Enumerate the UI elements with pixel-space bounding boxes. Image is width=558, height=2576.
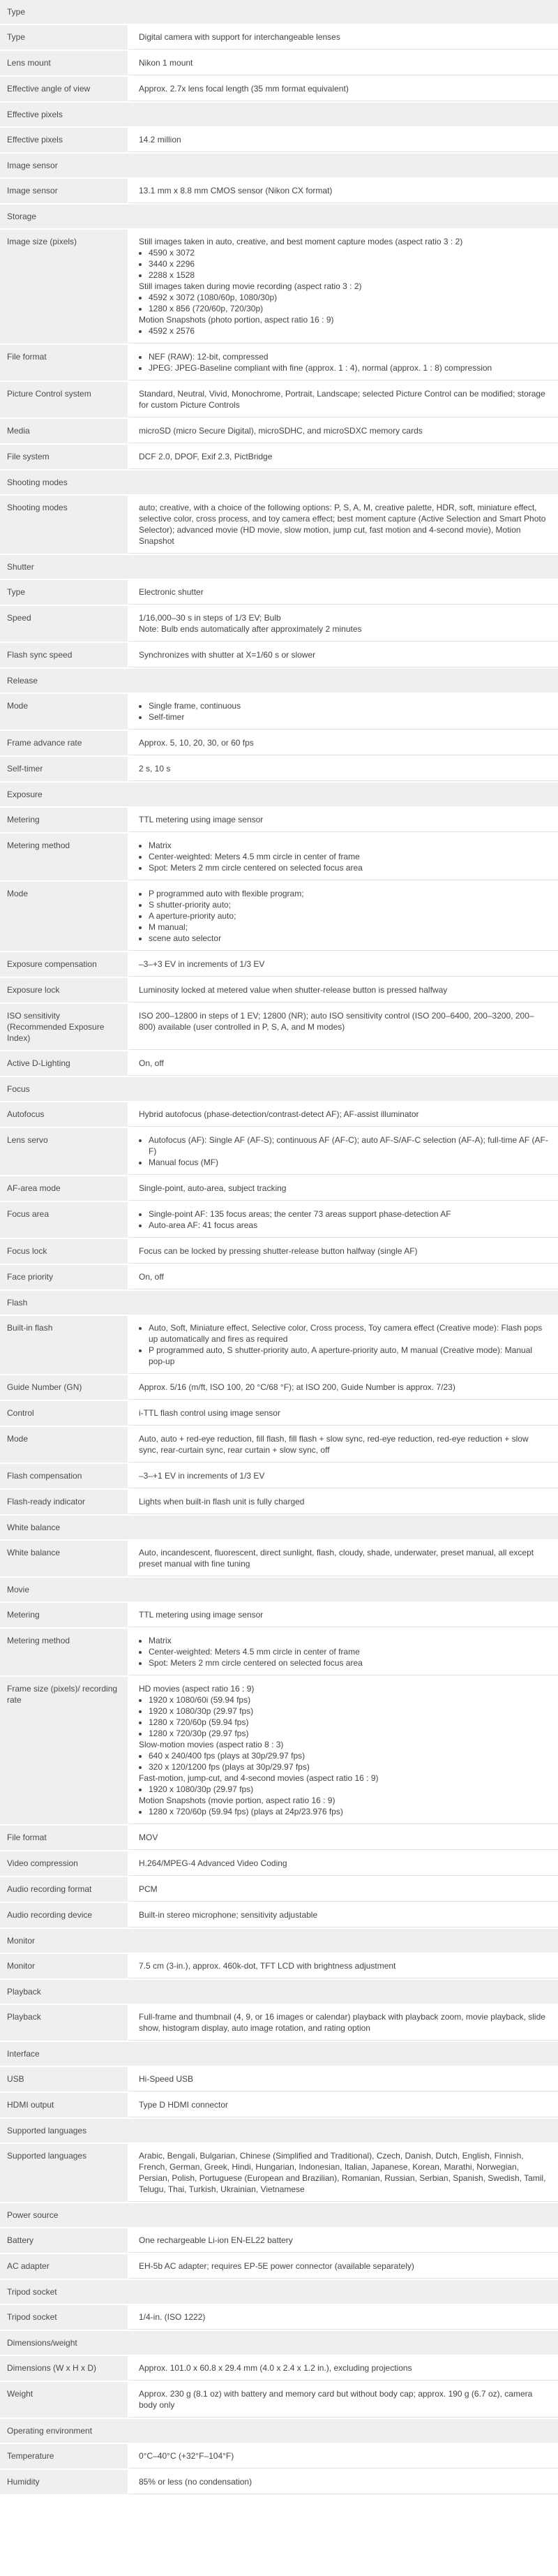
spec-row [0,952,558,978]
spec-row [0,128,558,154]
spec-row [0,834,558,882]
spec-list [139,840,550,873]
spec-row [0,77,558,103]
spec-text: Motion Snapshots (photo portion, aspect ratio 16 : 9) [139,315,334,325]
spec-list-item: • 4590 x 3072 [149,247,550,258]
spec-text: Auto, incandescent, fluorescent, direct sunlight, flash, cloudy, shade, underwater, preset manual, all except preset manual with fine tuning [139,1548,534,1569]
spec-list [139,1784,550,1795]
spec-label: Face priority [0,1265,128,1289]
spec-text: MOV [139,1833,158,1842]
spec-row [0,1239,558,1265]
spec-row [0,2228,558,2254]
spec-list-item: • Self-timer [149,711,550,723]
spec-list-item: • Spot: Meters 2 mm circle centered on selected focus area [149,1657,550,1668]
spec-value [129,2067,558,2092]
spec-label: Guide Number (GN) [0,1375,128,1400]
spec-text: Note: Bulb ends automatically after approximately 2 minutes [139,624,362,634]
spec-value [129,882,558,951]
section-header: Focus [0,1077,558,1102]
spec-list-item: • 320 x 120/1200 fps (plays at 30p/29.97 fps) [149,1761,550,1772]
spec-row [0,731,558,757]
spec-list-item: • scene auto selector [149,933,550,944]
spec-value [129,1851,558,1876]
spec-list-item: • Matrix [149,1635,550,1646]
spec-label: Speed [0,606,128,642]
spec-list-item: • P programmed auto with flexible program; [149,888,550,899]
spec-value [129,2444,558,2468]
spec-value [129,808,558,832]
spec-row [0,1316,558,1375]
spec-value [129,643,558,667]
spec-label: Weight [0,2382,128,2418]
spec-label: Battery [0,2228,128,2253]
spec-label: Monitor [0,1954,128,1978]
spec-row [0,1677,558,1826]
spec-label: Control [0,1401,128,1426]
spec-value [129,952,558,977]
spec-row [0,445,558,471]
spec-text: H.264/MPEG-4 Advanced Video Coding [139,1858,287,1868]
spec-list [139,351,550,373]
spec-row [0,345,558,382]
spec-value [129,179,558,203]
spec-value [129,1629,558,1675]
spec-row [0,606,558,643]
spec-row [0,2356,558,2382]
spec-label: HDMI output [0,2093,128,2117]
spec-label: Audio recording device [0,1903,128,1927]
spec-list-item: • Spot: Meters 2 mm circle centered on selected focus area [149,862,550,873]
spec-value [129,2356,558,2381]
spec-text: Lights when built-in flash unit is fully charged [139,1497,305,1507]
spec-row [0,51,558,77]
spec-text: Synchronizes with shutter at X=1/60 s or slower [139,650,316,660]
spec-row [0,1401,558,1427]
spec-list [139,1750,550,1772]
spec-value [129,2470,558,2494]
spec-value [129,1004,558,1050]
spec-text: Luminosity locked at metered value when shutter-release button is pressed halfway [139,985,448,995]
spec-text: Still images taken in auto, creative, and best moment capture modes (aspect ratio 3 : 2) [139,237,463,246]
spec-row [0,1541,558,1578]
spec-text: Still images taken during movie recording (aspect ratio 3 : 2) [139,281,362,291]
spec-row [0,382,558,419]
spec-label: Video compression [0,1851,128,1876]
section-header: White balance [0,1516,558,1541]
spec-value [129,1202,558,1238]
spec-label: Dimensions (W x H x D) [0,2356,128,2381]
spec-list [139,1208,550,1231]
spec-list [139,1134,550,1168]
spec-label: Supported languages [0,2144,128,2202]
spec-row [0,2470,558,2496]
spec-row [0,2144,558,2203]
spec-list-item: • Center-weighted: Meters 4.5 mm circle in center of frame [149,851,550,862]
spec-row [0,1375,558,1401]
spec-text: 13.1 mm x 8.8 mm CMOS sensor (Nikon CX format) [139,186,333,195]
spec-text: HD movies (aspect ratio 16 : 9) [139,1684,255,1694]
spec-list-item: • 2288 x 1528 [149,269,550,281]
spec-text: Approx. 101.0 x 60.8 x 29.4 mm (4.0 x 2.4 x 1.2 in.), excluding projections [139,2363,412,2373]
spec-text: Focus can be locked by pressing shutter-release button halfway (single AF) [139,1246,418,1256]
spec-value [129,2005,558,2041]
spec-list-item: • Auto, Soft, Miniature effect, Selective color, Cross process, Toy camera effect (Creative mode): Flash pops up automatically and fires as required [149,1322,550,1345]
spec-text: 1/16,000–30 s in steps of 1/3 EV; Bulb [139,613,281,623]
spec-row [0,1826,558,1851]
spec-label: Metering method [0,834,128,880]
spec-text: 14.2 million [139,135,181,145]
spec-row [0,1427,558,1464]
spec-text: Arabic, Bengali, Bulgarian, Chinese (Simplified and Traditional), Czech, Danish, Dutch, English, Finnish, French, German, Greek, Hindi, Hungarian, Indonesian, Italian, Japanese, Korean, Marathi, Norwegian, Persian, Polish, Portuguese (European and Brazilian), Romanian, Russian, Serbian, Spanish, Swedish, Tamil, Telugu, Thai, Turkish, Ukrainian, Vietnamese [139,2151,546,2194]
spec-label: White balance [0,1541,128,1576]
spec-label: Type [0,25,128,50]
spec-text: Nikon 1 mount [139,58,193,68]
spec-label: Autofocus [0,1102,128,1127]
section-header: Shutter [0,555,558,580]
spec-label: ISO sensitivity (Recommended Exposure Index) [0,1004,128,1050]
section-header: Operating environment [0,2419,558,2444]
spec-row [0,1102,558,1128]
spec-text: 7.5 cm (3-in.), approx. 460k-dot, TFT LCD with brightness adjustment [139,1961,396,1971]
spec-value [129,1375,558,1400]
spec-value [129,1677,558,1824]
spec-row [0,2093,558,2119]
spec-list-item: • Autofocus (AF): Single AF (AF-S); continuous AF (AF-C); auto AF-S/AF-C selection (AF-A); full-time AF (AF-F) [149,1134,550,1157]
spec-row [0,1464,558,1490]
spec-list-item: • 1920 x 1080/60i (59.94 fps) [149,1694,550,1705]
section-header: Supported languages [0,2119,558,2144]
spec-row [0,2005,558,2042]
section-header: Effective pixels [0,103,558,128]
section-header: Playback [0,1980,558,2005]
spec-list-item: • 1280 x 720/30p (29.97 fps) [149,1728,550,1739]
spec-list-item: • Auto-area AF: 41 focus areas [149,1220,550,1231]
spec-list [139,1806,550,1817]
spec-label: AC adapter [0,2254,128,2279]
spec-label: Active D-Lighting [0,1051,128,1076]
spec-text: 2 s, 10 s [139,764,171,773]
spec-label: Playback [0,2005,128,2041]
spec-label: Mode [0,1427,128,1463]
spec-row [0,1629,558,1677]
spec-label: Effective angle of view [0,77,128,101]
section-header: Exposure [0,783,558,808]
spec-row [0,230,558,345]
spec-value [129,1490,558,1514]
spec-row [0,2382,558,2419]
spec-value [129,1051,558,1076]
spec-value [129,1239,558,1264]
spec-text: Electronic shutter [139,587,204,597]
spec-row [0,1128,558,1176]
spec-label: Focus lock [0,1239,128,1264]
spec-row [0,1603,558,1629]
spec-text: Standard, Neutral, Vivid, Monochrome, Portrait, Landscape; selected Picture Control can be modified; storage for custom Picture Controls [139,389,545,410]
section-header: Storage [0,205,558,230]
spec-text: Fast-motion, jump-cut, and 4-second movies (aspect ratio 16 : 9) [139,1773,379,1783]
section-header: Type [0,0,558,25]
spec-value [129,1176,558,1201]
spec-value [129,77,558,101]
spec-value [129,51,558,75]
spec-text: DCF 2.0, DPOF, Exif 2.3, PictBridge [139,452,273,461]
spec-value [129,230,558,343]
spec-text: Approx. 230 g (8.1 oz) with battery and memory card but without body cap; approx. 190 g (6.7 oz), camera body only [139,2389,533,2410]
spec-row [0,1176,558,1202]
spec-list-item: • A aperture-priority auto; [149,910,550,921]
section-header: Shooting modes [0,471,558,496]
spec-list-item: • S shutter-priority auto; [149,899,550,910]
spec-value [129,694,558,730]
spec-label: Image size (pixels) [0,230,128,343]
spec-list [139,292,550,314]
spec-row [0,1851,558,1877]
spec-text: Digital camera with support for interchangeable lenses [139,32,340,42]
spec-text: One rechargeable Li-ion EN-EL22 battery [139,2235,293,2245]
spec-list-item: • 1920 x 1080/30p (29.97 fps) [149,1705,550,1717]
spec-label: Exposure lock [0,978,128,1002]
spec-label: Self-timer [0,757,128,781]
spec-label: Media [0,419,128,443]
section-header: Tripod socket [0,2280,558,2305]
spec-row [0,1954,558,1980]
spec-text: On, off [139,1058,164,1068]
spec-row [0,1877,558,1903]
spec-label: Flash sync speed [0,643,128,667]
spec-text: 1/4-in. (ISO 1222) [139,2312,206,2322]
spec-value [129,1826,558,1850]
spec-label: Frame size (pixels)/ recording rate [0,1677,128,1824]
spec-value [129,1427,558,1463]
section-header: Interface [0,2042,558,2067]
spec-list-item: • P programmed auto, S shutter-priority auto, A aperture-priority auto, M manual (Creative mode): Manual pop-up [149,1345,550,1367]
spec-text: Approx. 5/16 (m/ft, ISO 100, 20 °C/68 °F); at ISO 200, Guide Number is approx. 7/23) [139,1382,455,1392]
spec-text: Type D HDMI connector [139,2100,229,2110]
spec-label: Mode [0,882,128,951]
spec-text: –3–+1 EV in increments of 1/3 EV [139,1471,265,1481]
spec-label: Metering [0,1603,128,1627]
spec-value [129,128,558,152]
spec-label: Focus area [0,1202,128,1238]
spec-text: TTL metering using image sensor [139,815,264,824]
spec-label: AF-area mode [0,1176,128,1201]
section-header: Flash [0,1291,558,1316]
spec-value [129,345,558,380]
spec-list-item: • 1920 x 1080/30p (29.97 fps) [149,1784,550,1795]
spec-text: Motion Snapshots (movie portion, aspect ratio 16 : 9) [139,1796,335,1805]
spec-label: Effective pixels [0,128,128,152]
spec-row [0,808,558,834]
spec-list [139,700,550,723]
spec-text: Approx. 5, 10, 20, 30, or 60 fps [139,738,254,748]
spec-list [139,888,550,944]
spec-row [0,978,558,1004]
spec-list-item: • 3440 x 2296 [149,258,550,269]
spec-label: Flash-ready indicator [0,1490,128,1514]
spec-label: Flash compensation [0,1464,128,1488]
spec-text: TTL metering using image sensor [139,1610,264,1620]
section-header: Monitor [0,1929,558,1954]
spec-value [129,1603,558,1627]
spec-text: Built-in stereo microphone; sensitivity adjustable [139,1910,318,1920]
spec-value [129,445,558,469]
spec-value [129,1541,558,1576]
spec-value [129,834,558,880]
spec-value [129,2254,558,2279]
spec-row [0,1265,558,1291]
spec-text: microSD (micro Secure Digital), microSDHC, and microSDXC memory cards [139,426,423,436]
spec-row [0,2067,558,2093]
spec-list-item: • Center-weighted: Meters 4.5 mm circle in center of frame [149,1646,550,1657]
spec-label: Lens servo [0,1128,128,1175]
spec-label: Tripod socket [0,2305,128,2330]
spec-label: Image sensor [0,179,128,203]
spec-row [0,882,558,952]
spec-value [129,419,558,443]
spec-value [129,2093,558,2117]
spec-label: Metering method [0,1629,128,1675]
spec-row [0,1202,558,1239]
spec-value [129,580,558,605]
spec-label: Metering [0,808,128,832]
spec-row [0,419,558,445]
spec-text: 85% or less (no condensation) [139,2477,252,2487]
spec-text: auto; creative, with a choice of the following options: P, S, A, M, creative palette, HDR, soft, miniature effect, selective color, cross process, and toy camera effect; best moment capture (Active Selection and Smart Photo Selector); advanced movie (HD movie, slow motion, jump cut, fast motion and 4-second movie), Motion Snapshot [139,503,546,546]
section-header: Dimensions/weight [0,2331,558,2356]
spec-label: Frame advance rate [0,731,128,755]
spec-label: Exposure compensation [0,952,128,977]
spec-row [0,1051,558,1077]
spec-text: Single-point, auto-area, subject tracking [139,1183,287,1193]
spec-label: Audio recording format [0,1877,128,1902]
spec-list [139,1635,550,1668]
spec-value [129,757,558,781]
spec-text: ISO 200–12800 in steps of 1 EV; 12800 (NR); auto ISO sensitivity control (ISO 200–6400, 200–3200, 200–800) available (user controlled in P, S, A, and M modes) [139,1011,534,1032]
spec-label: Built-in flash [0,1316,128,1374]
spec-text: Approx. 2.7x lens focal length (35 mm format equivalent) [139,84,349,94]
spec-list-item: • NEF (RAW): 12-bit, compressed [149,351,550,362]
spec-label: USB [0,2067,128,2092]
spec-text: On, off [139,1272,164,1282]
spec-list [139,1322,550,1367]
spec-text: PCM [139,1884,158,1894]
spec-row [0,694,558,731]
spec-text: Full-frame and thumbnail (4, 9, or 16 images or calendar) playback with playback zoom, movie playback, slide show, histogram display, auto image rotation, and rating option [139,2012,545,2033]
section-header: Release [0,669,558,694]
spec-text: EH-5b AC adapter; requires EP-5E power connector (available separately) [139,2261,414,2271]
spec-row [0,2444,558,2470]
spec-label: Lens mount [0,51,128,75]
spec-value [129,1464,558,1488]
spec-value [129,731,558,755]
spec-row [0,757,558,783]
spec-label: Picture Control system [0,382,128,417]
spec-value [129,2382,558,2418]
spec-list-item: • Manual focus (MF) [149,1157,550,1168]
spec-list-item: • M manual; [149,921,550,933]
spec-value [129,978,558,1002]
spec-text: i-TTL flash control using image sensor [139,1408,280,1418]
spec-value [129,1128,558,1175]
spec-value [129,1316,558,1374]
spec-label: File system [0,445,128,469]
section-header: Image sensor [0,154,558,179]
spec-list [139,247,550,281]
spec-value [129,25,558,50]
spec-text: Slow-motion movies (aspect ratio 8 : 3) [139,1740,284,1749]
spec-text: Auto, auto + red-eye reduction, fill flash, fill flash + slow sync, red-eye reduction, red-eye reduction + slow sync, rear-curtain sync, rear curtain + slow sync, off [139,1434,529,1455]
spec-value [129,1265,558,1289]
spec-text: –3–+3 EV in increments of 1/3 EV [139,959,265,969]
spec-list [139,325,550,336]
spec-list-item: • 4592 x 3072 (1080/60p, 1080/30p) [149,292,550,303]
spec-value [129,496,558,554]
spec-label: File format [0,345,128,380]
spec-row [0,1004,558,1051]
spec-label: Humidity [0,2470,128,2494]
spec-list-item: • Single-point AF: 135 focus areas; the center 73 areas support phase-detection AF [149,1208,550,1220]
spec-row [0,496,558,555]
spec-value [129,606,558,642]
spec-value [129,2305,558,2330]
spec-list-item: • 640 x 240/400 fps (plays at 30p/29.97 fps) [149,1750,550,1761]
spec-value [129,2144,558,2202]
spec-list-item: • 1280 x 720/60p (59.94 fps) [149,1717,550,1728]
spec-row [0,2254,558,2280]
spec-value [129,1102,558,1127]
spec-label: Type [0,580,128,605]
spec-row [0,1490,558,1516]
spec-row [0,580,558,606]
spec-row [0,179,558,205]
spec-list-item: • Matrix [149,840,550,851]
section-header: Power source [0,2203,558,2228]
spec-label: Temperature [0,2444,128,2468]
spec-text: Hi-Speed USB [139,2074,194,2084]
spec-list-item: • Single frame, continuous [149,700,550,711]
spec-text: Hybrid autofocus (phase-detection/contrast-detect AF); AF-assist illuminator [139,1109,419,1119]
spec-row [0,25,558,51]
spec-row [0,1903,558,1929]
spec-label: Shooting modes [0,496,128,554]
spec-list-item: • 1280 x 856 (720/60p, 720/30p) [149,303,550,314]
spec-value [129,1954,558,1978]
spec-label: File format [0,1826,128,1850]
spec-value [129,1401,558,1426]
spec-value [129,382,558,417]
spec-value [129,2228,558,2253]
spec-value [129,1903,558,1927]
spec-text: 0°C–40°C (+32°F–104°F) [139,2451,234,2461]
spec-list-item: • JPEG: JPEG-Baseline compliant with fine (approx. 1 : 4), normal (approx. 1 : 8) compression [149,362,550,373]
spec-value [129,1877,558,1902]
spec-label: Mode [0,694,128,730]
spec-row [0,2305,558,2331]
spec-list-item: • 4592 x 2576 [149,325,550,336]
spec-list-item: • 1280 x 720/60p (59.94 fps) (plays at 24p/23.976 fps) [149,1806,550,1817]
section-header: Movie [0,1578,558,1603]
spec-row [0,643,558,669]
spec-list [139,1694,550,1739]
